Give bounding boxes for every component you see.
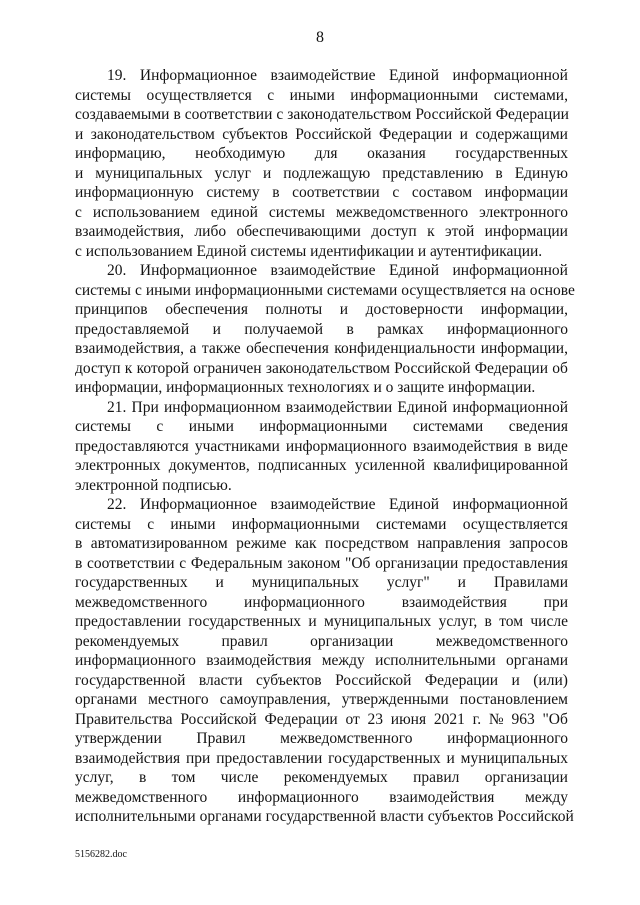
text-line: электронной подписью.: [75, 476, 232, 494]
text-line: органами местного самоуправления, утвержденными постановлением: [75, 691, 568, 708]
page-number: 8: [316, 29, 324, 46]
text-line: 19. Информационное взаимодействие Единой информационной: [107, 67, 568, 84]
text-line: в автоматизированном режиме как посредством направления запросов: [75, 535, 568, 552]
text-line: предоставляемой и получаемой в рамках информационного: [75, 320, 568, 338]
text-line: системы с иными информационными системами сведения: [75, 418, 568, 435]
text-line: принципов обеспечения полноты и достоверности информации,: [75, 301, 568, 318]
text-line: государственной власти субъектов Российской Федерации и (или): [75, 671, 568, 689]
text-line: электронных документов, подписанных усиленной квалифицированной: [75, 457, 568, 474]
text-line: информации, информационных технологиях и о защите информации.: [75, 379, 536, 396]
text-line: межведомственного информационного взаимодействия при: [75, 593, 568, 611]
text-line: доступ к которой ограничен законодательством Российской Федерации об: [75, 359, 568, 377]
text-line: системы с иными информационными системами осуществляется на основе: [75, 281, 575, 299]
text-line: 20. Информационное взаимодействие Единой информационной: [107, 262, 568, 279]
paragraph: [75, 398, 568, 496]
text-line: государственных и муниципальных услуг" и Правилами: [75, 574, 568, 591]
paragraph: [75, 261, 575, 398]
text-line: утверждении Правил межведомственного информационного: [75, 730, 568, 747]
text-line: Правительства Российской Федерации от 23 июня 2021 г. № 963 "Об: [75, 710, 568, 728]
text-line: услуг, в том числе рекомендуемых правил организации: [75, 769, 568, 786]
text-line: с использованием единой системы межведомственного электронного: [75, 203, 568, 221]
text-line: информационную систему в соответствии с составом информации: [75, 184, 568, 201]
text-line: взаимодействия при предоставлении государственных и муниципальных: [75, 749, 568, 767]
text-line: информацию, необходимую для оказания государственных: [75, 145, 568, 162]
paragraph: [75, 66, 568, 261]
text-line: 22. Информационное взаимодействие Единой информационной: [107, 496, 568, 513]
text-line: и законодательством субъектов Российской Федерации и содержащими: [75, 125, 568, 143]
text-line: предоставляются участниками информационного взаимодействия в виде: [75, 437, 568, 455]
text-line: информационного взаимодействия между исполнительными органами: [75, 652, 568, 669]
text-line: 21. При информационном взаимодействии Единой информационной: [107, 398, 568, 416]
text-line: предоставлении государственных и муниципальных услуг, в том числе: [75, 613, 568, 630]
text-line: исполнительными органами государственной власти субъектов Российской: [75, 808, 574, 825]
paragraph: [75, 495, 574, 827]
text-line: создаваемыми в соответствии с законодательством Российской Федерации: [75, 106, 569, 123]
document-body: [75, 66, 575, 827]
text-line: системы осуществляется с иными информационными системами,: [75, 86, 568, 104]
text-line: взаимодействия, а также обеспечения конфиденциальности информации,: [75, 340, 568, 357]
text-line: в соответствии с Федеральным законом "Об организации предоставления: [75, 554, 568, 572]
text-line: и муниципальных услуг и подлежащую представлению в Единую: [75, 164, 568, 182]
text-line: с использованием Единой системы идентификации и аутентификации.: [75, 242, 543, 260]
text-line: системы с иными информационными системами осуществляется: [75, 515, 568, 533]
text-line: взаимодействия, либо обеспечивающими доступ к этой информации: [75, 223, 568, 240]
text-line: межведомственного информационного взаимодействия между: [75, 788, 568, 806]
text-line: рекомендуемых правил организации межведомственного: [75, 632, 568, 650]
footer-file-name: 5156282.doc: [75, 849, 127, 860]
